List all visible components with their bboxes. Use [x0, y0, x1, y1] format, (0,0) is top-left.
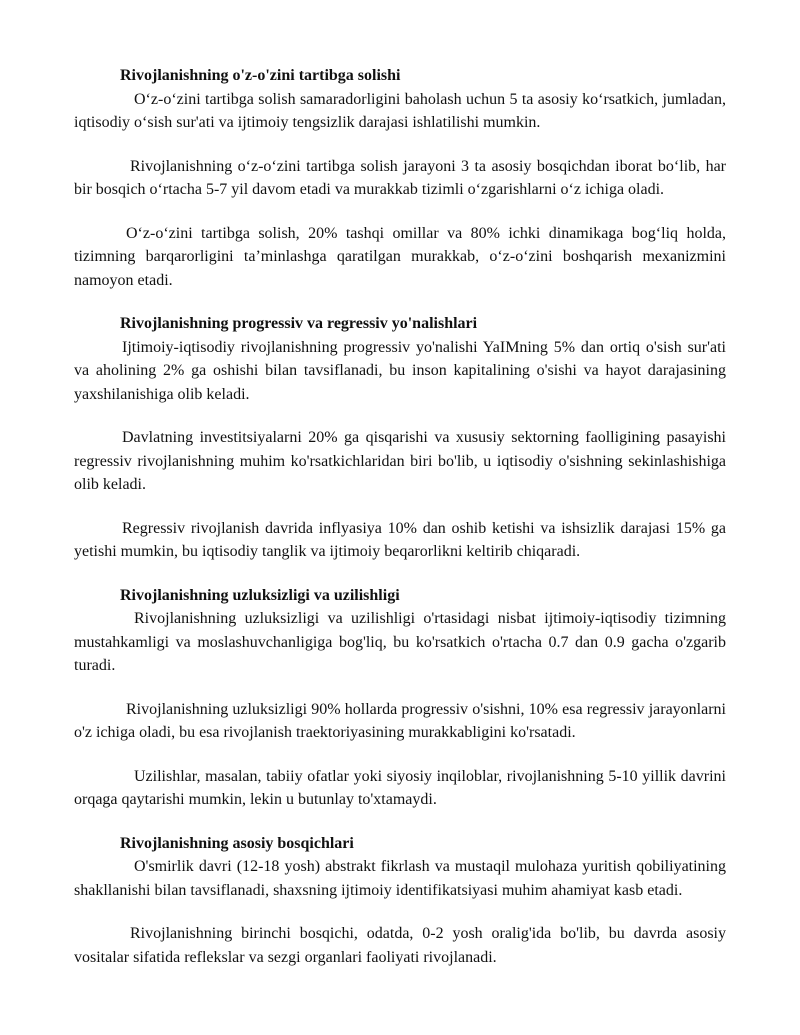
paragraph: Regressiv rivojlanish davrida inflyasiya 10% dan oshib ketishi va ishsizlik darajasi 15% ga yetishi mumkin, bu iqtisodiy tanglik va ijtimoiy beqarorlikni keltirib chiqaradi. [74, 519, 726, 560]
section-heading: Rivojlanishning progressiv va regressiv yo'nalishlari [120, 315, 478, 332]
paragraph: O‘z-o‘zini tartibga solish samaradorligini baholash uchun 5 ta asosiy ko‘rsatkich, jumladan, iqtisodiy o‘sish sur'ati va ijtimoiy tengsizlik darajasi ishlatilishi mumkin. [74, 90, 726, 131]
paragraph: O'smirlik davri (12-18 yosh) abstrakt fikrlash va mustaqil mulohaza yuritish qobiliyatining shakllanishi bilan tavsiflanadi, shaxsning ijtimoiy identifikatsiyasi muhim ahamiyat kasb etadi. [74, 858, 726, 899]
paragraph: Ijtimoiy-iqtisodiy rivojlanishning progressiv yo'nalishi YaIMning 5% dan ortiq o'sish sur'ati va aholining 2% ga oshishi bilan tavsiflanadi, bu inson kapitalining o'sishi va hayot darajasining yaxshilanishiga olib keladi. [74, 338, 726, 403]
paragraph: O‘z-o‘zini tartibga solish, 20% tashqi omillar va 80% ichki dinamikaga bog‘liq holda, tizimning barqarorligini ta’minlashga qaratilgan murakkab, o‘z-o‘zini boshqarish mexanizmini namoyon etadi. [74, 224, 726, 289]
section-heading: Rivojlanishning o'z-o'zini tartibga solishi [120, 67, 401, 84]
section-main-stages [74, 832, 726, 970]
paragraph: Rivojlanishning uzluksizligi 90% hollarda progressiv o'sishni, 10% esa regressiv jarayonlarni o'z ichiga oladi, bu esa rivojlanish traektoriyasining murakkabligini ko'rsatadi. [74, 700, 726, 741]
paragraph: Rivojlanishning uzluksizligi va uzilishligi o'rtasidagi nisbat ijtimoiy-iqtisodiy tizimning mustahkamligi va moslashuvchanligiga bog'liq, bu ko'rsatkich o'rtacha 0.7 dan 0.9 gacha o'zgarib turadi. [74, 610, 726, 674]
paragraph: Rivojlanishning birinchi bosqichi, odatda, 0-2 yosh oralig'ida bo'lib, bu davrda asosiy vositalar sifatida reflekslar va sezgi organlari faoliyati rivojlanadi. [74, 925, 726, 966]
section-heading: Rivojlanishning asosiy bosqichlari [120, 834, 354, 852]
paragraph: Davlatning investitsiyalarni 20% ga qisqarishi va xususiy sektorning faolligining pasayishi regressiv rivojlanishning muhim ko'rsatkichlaridan biri bo'lib, u iqtisodiy o'sishning sekinlashishiga olib keladi. [74, 429, 726, 493]
document-page [74, 64, 726, 969]
section-self-regulation [74, 64, 726, 292]
paragraph: Rivojlanishning o‘z-o‘zini tartibga solish jarayoni 3 ta asosiy bosqichdan iborat bo‘lib, har bir bosqich o‘rtacha 5-7 yil davom etadi va murakkab tizimli o‘zgarishlarni o‘z ichiga oladi. [74, 157, 726, 198]
section-continuity-discontinuity [74, 584, 726, 812]
section-progressive-regressive [74, 312, 726, 564]
section-heading: Rivojlanishning uzluksizligi va uzilishligi [120, 586, 400, 604]
paragraph: Uzilishlar, masalan, tabiiy ofatlar yoki siyosiy inqiloblar, rivojlanishning 5-10 yillik davrini orqaga qaytarishi mumkin, lekin u butunlay to'xtamaydi. [74, 767, 726, 808]
